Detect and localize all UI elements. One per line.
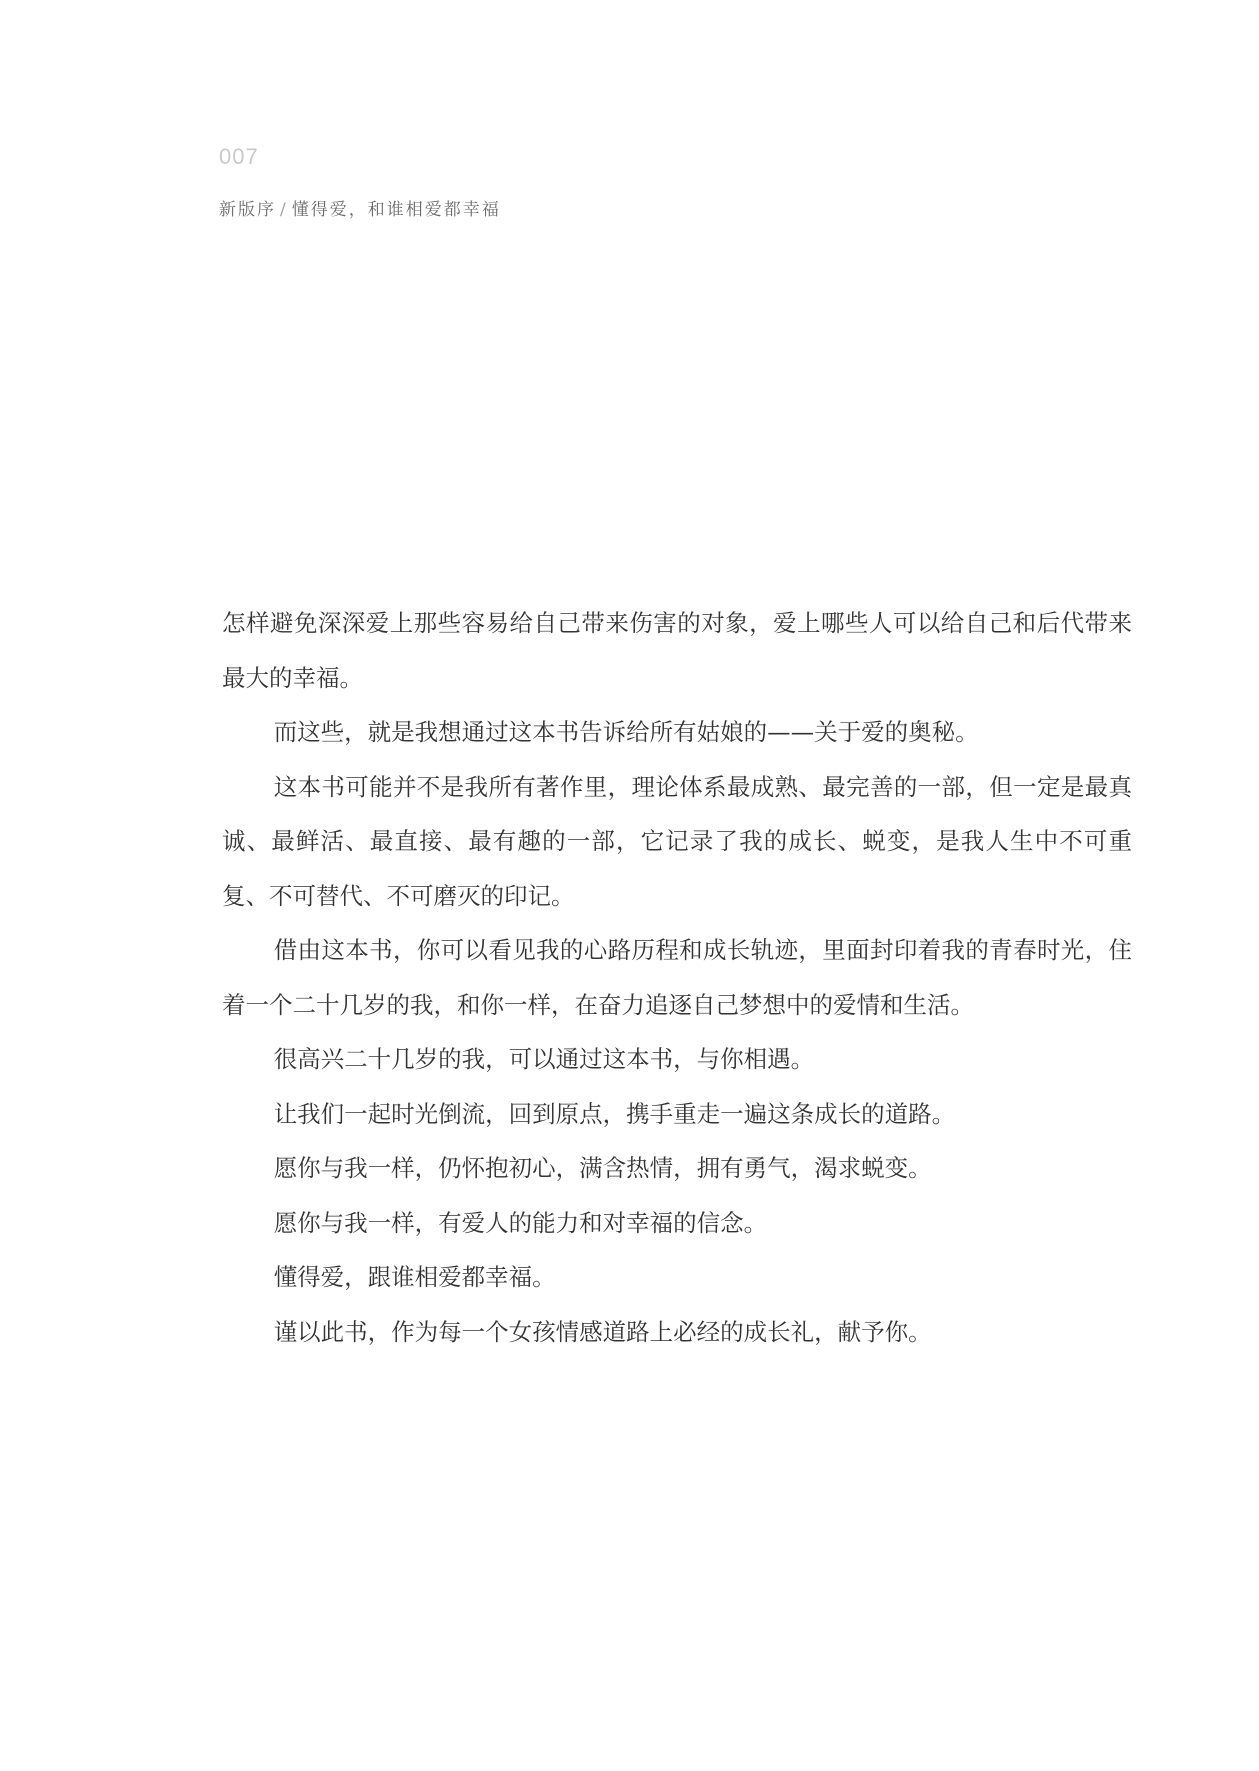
paragraph: 而这些，就是我想通过这本书告诉给所有姑娘的——关于爱的奥秘。 bbox=[273, 718, 979, 746]
paragraph: 谨以此书，作为每一个女孩情感道路上必经的成长礼，献予你。 bbox=[273, 1317, 932, 1346]
body-text bbox=[222, 596, 1132, 1359]
paragraph: 很高兴二十几岁的我，可以通过这本书，与你相遇。 bbox=[273, 1045, 815, 1073]
header-separator: / bbox=[280, 200, 288, 220]
paragraph: 让我们一起时光倒流，回到原点，携手重走一遍这条成长的道路。 bbox=[273, 1099, 956, 1128]
paragraph: 这本书可能并不是我所有著作里，理论体系最成熟、最完善的一部，但一定是最真诚、最鲜活、最直接、最有趣的一部，它记录了我的成长、蜕变，是我人生中不可重复、不可替代、不可磨灭的印记。 bbox=[222, 772, 1132, 910]
chapter-title: 懂得爱，和谁相爱都幸福 bbox=[291, 200, 501, 220]
section-label: 新版序 bbox=[219, 200, 276, 220]
paragraph: 借由这本书，你可以看见我的心路历程和成长轨迹，里面封印着我的青春时光，住着一个二十几岁的我，和你一样，在奋力追逐自己梦想中的爱情和生活。 bbox=[222, 936, 1132, 1019]
running-header bbox=[219, 197, 501, 223]
paragraph: 愿你与我一样，仍怀抱初心，满含热情，拥有勇气，渴求蜕变。 bbox=[273, 1154, 932, 1182]
paragraph: 怎样避免深深爱上那些容易给自己带来伤害的对象，爱上哪些人可以给自己和后代带来最大的幸福。 bbox=[222, 609, 1132, 692]
page-number: 007 bbox=[219, 144, 259, 169]
paragraph: 愿你与我一样，有爱人的能力和对幸福的信念。 bbox=[273, 1208, 768, 1237]
paragraph: 懂得爱，跟谁相爱都幸福。 bbox=[273, 1263, 556, 1291]
